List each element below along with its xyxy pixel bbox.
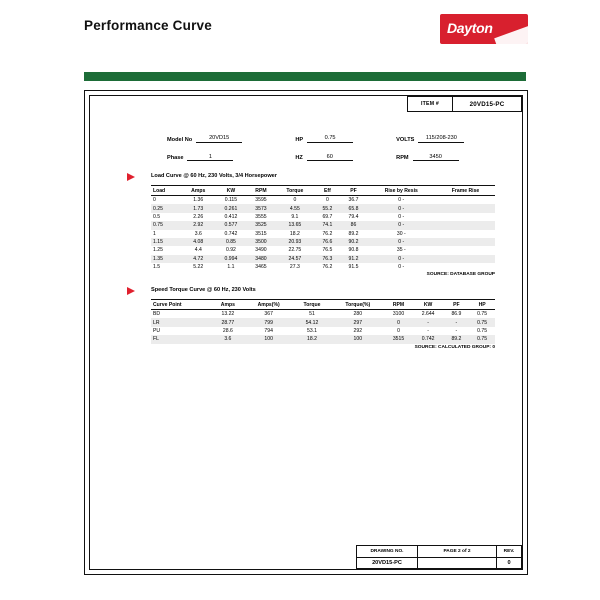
table-cell: 3525 bbox=[247, 221, 276, 229]
phase-field bbox=[167, 154, 295, 162]
drawing-no-value: 20VD15-PC bbox=[372, 559, 402, 566]
model-value: 20VD15 bbox=[196, 135, 242, 143]
table-row bbox=[151, 255, 495, 263]
table-cell: 2.92 bbox=[181, 221, 215, 229]
table-cell: 90.8 bbox=[348, 247, 359, 254]
volts-field bbox=[396, 135, 497, 143]
table-cell bbox=[436, 255, 495, 263]
load-curve-tbody bbox=[151, 196, 495, 272]
table-cell: 90.2 bbox=[340, 238, 366, 246]
table-cell: 76.2 bbox=[322, 264, 333, 271]
load-curve-thead bbox=[151, 186, 495, 196]
load-curve-header-row bbox=[151, 186, 495, 196]
table-cell: 0 bbox=[153, 197, 156, 204]
table-row bbox=[151, 327, 495, 335]
hz-value: 60 bbox=[307, 154, 353, 162]
table-cell: 20.93 bbox=[275, 238, 314, 246]
phase-value: 1 bbox=[187, 154, 233, 162]
spec-row-1 bbox=[167, 135, 497, 143]
table-cell: 0.261 bbox=[215, 204, 246, 212]
table-cell: 36.7 bbox=[348, 197, 359, 204]
table-cell: 280 bbox=[353, 311, 363, 318]
table-cell: 0 - bbox=[367, 221, 437, 229]
table-cell: 0.75 bbox=[469, 318, 495, 326]
speed-torque-header-row bbox=[151, 300, 495, 310]
table-cell: 76.2 bbox=[322, 230, 333, 237]
column-header: KW bbox=[413, 300, 444, 310]
column-header: Rise by Resis bbox=[367, 186, 437, 196]
table-cell: 0.75 bbox=[469, 335, 495, 343]
column-header: PF bbox=[340, 186, 366, 196]
table-cell: 30 - bbox=[396, 230, 406, 237]
table-cell: 1.35 bbox=[151, 255, 181, 263]
hp-field bbox=[295, 135, 396, 143]
table-cell: 2.26 bbox=[193, 213, 204, 220]
load-curve-source: SOURCE: DATABASE GROUP bbox=[426, 272, 495, 277]
load-curve-table bbox=[151, 185, 495, 271]
column-header: Eff bbox=[314, 186, 340, 196]
table-cell: 3555 bbox=[255, 213, 267, 220]
table-cell: 76.6 bbox=[314, 238, 340, 246]
table-cell: 76.3 bbox=[314, 255, 340, 263]
table-cell bbox=[436, 238, 495, 246]
table-cell: 55.2 bbox=[314, 204, 340, 212]
table-cell: 76.5 bbox=[322, 247, 333, 254]
title-block bbox=[356, 545, 522, 569]
table-cell: 0 bbox=[326, 197, 329, 204]
table-cell: 13.65 bbox=[275, 221, 314, 229]
table-cell: 4.55 bbox=[275, 204, 314, 212]
table-cell: 0 - bbox=[367, 238, 437, 246]
column-header: Torque(%) bbox=[331, 300, 384, 310]
table-cell: BD bbox=[153, 311, 161, 318]
model-label: Model No bbox=[167, 136, 193, 143]
table-cell: 86.9 bbox=[451, 311, 462, 318]
table-cell: 35 - bbox=[396, 247, 406, 254]
table-cell: 18.2 bbox=[289, 230, 300, 237]
speed-torque-thead bbox=[151, 300, 495, 310]
item-value: 20VD15-PC bbox=[469, 100, 505, 108]
table-cell: 100 bbox=[331, 335, 384, 343]
spec-row-2 bbox=[167, 154, 497, 162]
table-cell bbox=[436, 263, 495, 271]
table-cell: 100 bbox=[245, 335, 293, 343]
table-cell: 0 - bbox=[398, 264, 405, 271]
table-cell: 292 bbox=[353, 327, 363, 334]
table-cell: 0.742 bbox=[413, 335, 444, 343]
table-cell: 0 - bbox=[367, 255, 437, 263]
drawing-no-label: DRAWING NO. bbox=[357, 546, 417, 558]
item-label: ITEM # bbox=[408, 97, 453, 111]
volts-label: VOLTS bbox=[396, 136, 415, 143]
page-spacer bbox=[418, 558, 496, 569]
table-cell: 0 - bbox=[367, 204, 437, 212]
table-cell: 367 bbox=[264, 311, 273, 318]
table-cell: PU bbox=[153, 327, 161, 334]
table-cell: - bbox=[427, 327, 429, 334]
table-cell bbox=[436, 246, 495, 254]
table-row bbox=[151, 204, 495, 212]
table-cell: 5.22 bbox=[193, 264, 204, 271]
table-cell bbox=[436, 204, 495, 212]
table-cell: 3.6 bbox=[194, 230, 202, 237]
title-block-rev-col bbox=[497, 546, 521, 568]
table-cell: FL bbox=[151, 335, 211, 343]
table-cell: 86 bbox=[340, 221, 366, 229]
rpm-field bbox=[396, 154, 497, 162]
table-cell: 0.92 bbox=[225, 247, 236, 254]
table-cell: 9.1 bbox=[291, 213, 299, 220]
table-cell: 74.1 bbox=[314, 221, 340, 229]
page-title: Performance Curve bbox=[84, 18, 212, 33]
table-cell: 799 bbox=[245, 318, 293, 326]
table-cell: 51 bbox=[309, 311, 315, 318]
title-block-drawing-col bbox=[357, 546, 418, 568]
hz-label: HZ bbox=[295, 155, 303, 161]
table-row bbox=[151, 246, 495, 254]
table-cell: 0.115 bbox=[224, 197, 238, 204]
table-cell: 4.72 bbox=[181, 255, 215, 263]
table-cell: 0 bbox=[293, 197, 297, 204]
title-block-page-col bbox=[418, 546, 497, 568]
table-cell: 13.22 bbox=[221, 311, 235, 318]
column-header: Frame Rise bbox=[436, 186, 495, 196]
rev-label: REV. bbox=[497, 546, 521, 558]
table-cell: 794 bbox=[264, 327, 273, 334]
model-field bbox=[167, 135, 295, 143]
column-header: RPM bbox=[384, 300, 412, 310]
table-row bbox=[151, 196, 495, 205]
table-cell: 4.4 bbox=[194, 247, 202, 254]
table-cell: 3515 bbox=[384, 335, 412, 343]
table-row bbox=[151, 230, 495, 238]
table-cell: 0 bbox=[384, 318, 412, 326]
table-cell: 0 - bbox=[398, 197, 405, 204]
table-cell: 28.77 bbox=[211, 318, 244, 326]
column-header: Curve Point bbox=[151, 300, 211, 310]
table-cell: 91.5 bbox=[348, 264, 359, 271]
table-cell: 3515 bbox=[255, 230, 267, 237]
motor-spec-fields bbox=[167, 135, 497, 172]
table-row bbox=[151, 238, 495, 246]
table-cell: 3100 bbox=[392, 311, 405, 318]
table-cell: 53.1 bbox=[307, 327, 317, 334]
table-row bbox=[151, 318, 495, 326]
table-cell: 1.25 bbox=[153, 247, 163, 254]
table-cell: - bbox=[413, 318, 444, 326]
table-cell: LR bbox=[151, 318, 211, 326]
table-cell: 79.4 bbox=[348, 213, 359, 220]
table-cell: 24.57 bbox=[275, 255, 314, 263]
table-cell: 3490 bbox=[255, 247, 267, 254]
table-cell: - bbox=[444, 318, 470, 326]
load-curve-arrow-icon bbox=[127, 173, 135, 181]
table-cell: 1.5 bbox=[153, 264, 161, 271]
table-cell: 65.8 bbox=[340, 204, 366, 212]
table-row bbox=[151, 310, 495, 319]
column-header: KW bbox=[215, 186, 246, 196]
table-cell: 0 bbox=[397, 327, 400, 334]
column-header: RPM bbox=[247, 186, 276, 196]
table-cell: 0.412 bbox=[224, 213, 238, 220]
column-header: Load bbox=[151, 186, 181, 196]
table-row bbox=[151, 263, 495, 271]
hp-value: 0.75 bbox=[307, 135, 353, 143]
table-cell: 1.1 bbox=[227, 264, 235, 271]
table-cell: 28.6 bbox=[222, 327, 233, 334]
rpm-value: 3450 bbox=[413, 154, 459, 162]
table-cell: 0.994 bbox=[215, 255, 246, 263]
column-header: Amps bbox=[181, 186, 215, 196]
page-label: PAGE 2 of 2 bbox=[418, 546, 496, 558]
table-row bbox=[151, 213, 495, 221]
volts-value: 115/208-230 bbox=[418, 135, 464, 143]
table-cell: 3.6 bbox=[211, 335, 244, 343]
column-header: Torque bbox=[275, 186, 314, 196]
table-cell: 1.15 bbox=[151, 238, 181, 246]
table-cell: 0.75 bbox=[477, 327, 488, 334]
column-header: Amps bbox=[211, 300, 244, 310]
table-cell: 3500 bbox=[247, 238, 276, 246]
column-header: HP bbox=[469, 300, 495, 310]
table-row bbox=[151, 221, 495, 229]
logo-swoosh bbox=[494, 23, 528, 44]
table-cell bbox=[436, 230, 495, 238]
table-cell bbox=[436, 213, 495, 221]
table-cell: 18.2 bbox=[293, 335, 332, 343]
load-curve-heading: Load Curve @ 60 Hz, 230 Volts, 3/4 Horsepower bbox=[151, 173, 277, 179]
table-cell: 3465 bbox=[255, 264, 267, 271]
speed-torque-source: SOURCE: CALCULATED GROUP: 0 bbox=[414, 345, 495, 350]
table-cell: 3480 bbox=[247, 255, 276, 263]
table-cell: 1.73 bbox=[181, 204, 215, 212]
table-cell: 89.2 bbox=[348, 230, 359, 237]
table-cell: 1 bbox=[153, 230, 156, 237]
brand-name: Dayton bbox=[447, 20, 493, 36]
table-cell: 0 - bbox=[398, 213, 405, 220]
table-cell: 54.12 bbox=[293, 318, 332, 326]
rev-value: 0 bbox=[507, 559, 511, 566]
speed-torque-tbody bbox=[151, 310, 495, 344]
table-cell: 4.08 bbox=[181, 238, 215, 246]
table-cell: - bbox=[455, 327, 458, 334]
table-cell: 3595 bbox=[255, 197, 267, 204]
table-cell: 0.25 bbox=[151, 204, 181, 212]
table-cell: 2.644 bbox=[421, 311, 435, 318]
table-cell: 1.36 bbox=[193, 197, 204, 204]
table-cell: 91.2 bbox=[340, 255, 366, 263]
table-cell: 3573 bbox=[247, 204, 276, 212]
column-header: PF bbox=[444, 300, 470, 310]
green-divider-bar bbox=[84, 72, 526, 81]
table-cell: 69.7 bbox=[322, 213, 333, 220]
dayton-logo bbox=[440, 14, 528, 44]
speed-torque-arrow-icon bbox=[127, 287, 135, 295]
table-row bbox=[151, 335, 495, 343]
speed-torque-heading: Speed Torque Curve @ 60 Hz, 230 Volts bbox=[151, 287, 256, 293]
table-cell: 89.2 bbox=[444, 335, 470, 343]
table-cell: 0.75 bbox=[477, 311, 488, 318]
phase-label: Phase bbox=[167, 155, 184, 161]
table-cell: 0.742 bbox=[224, 230, 238, 237]
hp-label: HP bbox=[295, 136, 304, 143]
table-cell: 0.85 bbox=[215, 238, 246, 246]
table-cell: 297 bbox=[331, 318, 384, 326]
speed-torque-table bbox=[151, 299, 495, 344]
column-header: Torque bbox=[293, 300, 332, 310]
column-header: Amps(%) bbox=[245, 300, 293, 310]
item-number-box bbox=[407, 96, 522, 112]
table-cell: 0.5 bbox=[153, 213, 161, 220]
drawing-sheet bbox=[84, 90, 528, 575]
table-cell: 27.3 bbox=[289, 264, 300, 271]
table-cell bbox=[436, 221, 495, 229]
table-cell bbox=[436, 196, 495, 205]
table-cell: 0.577 bbox=[215, 221, 246, 229]
table-cell: 22.75 bbox=[288, 247, 302, 254]
hz-field bbox=[295, 154, 396, 162]
rpm-label: RPM bbox=[396, 155, 409, 161]
table-cell: 0.75 bbox=[151, 221, 181, 229]
